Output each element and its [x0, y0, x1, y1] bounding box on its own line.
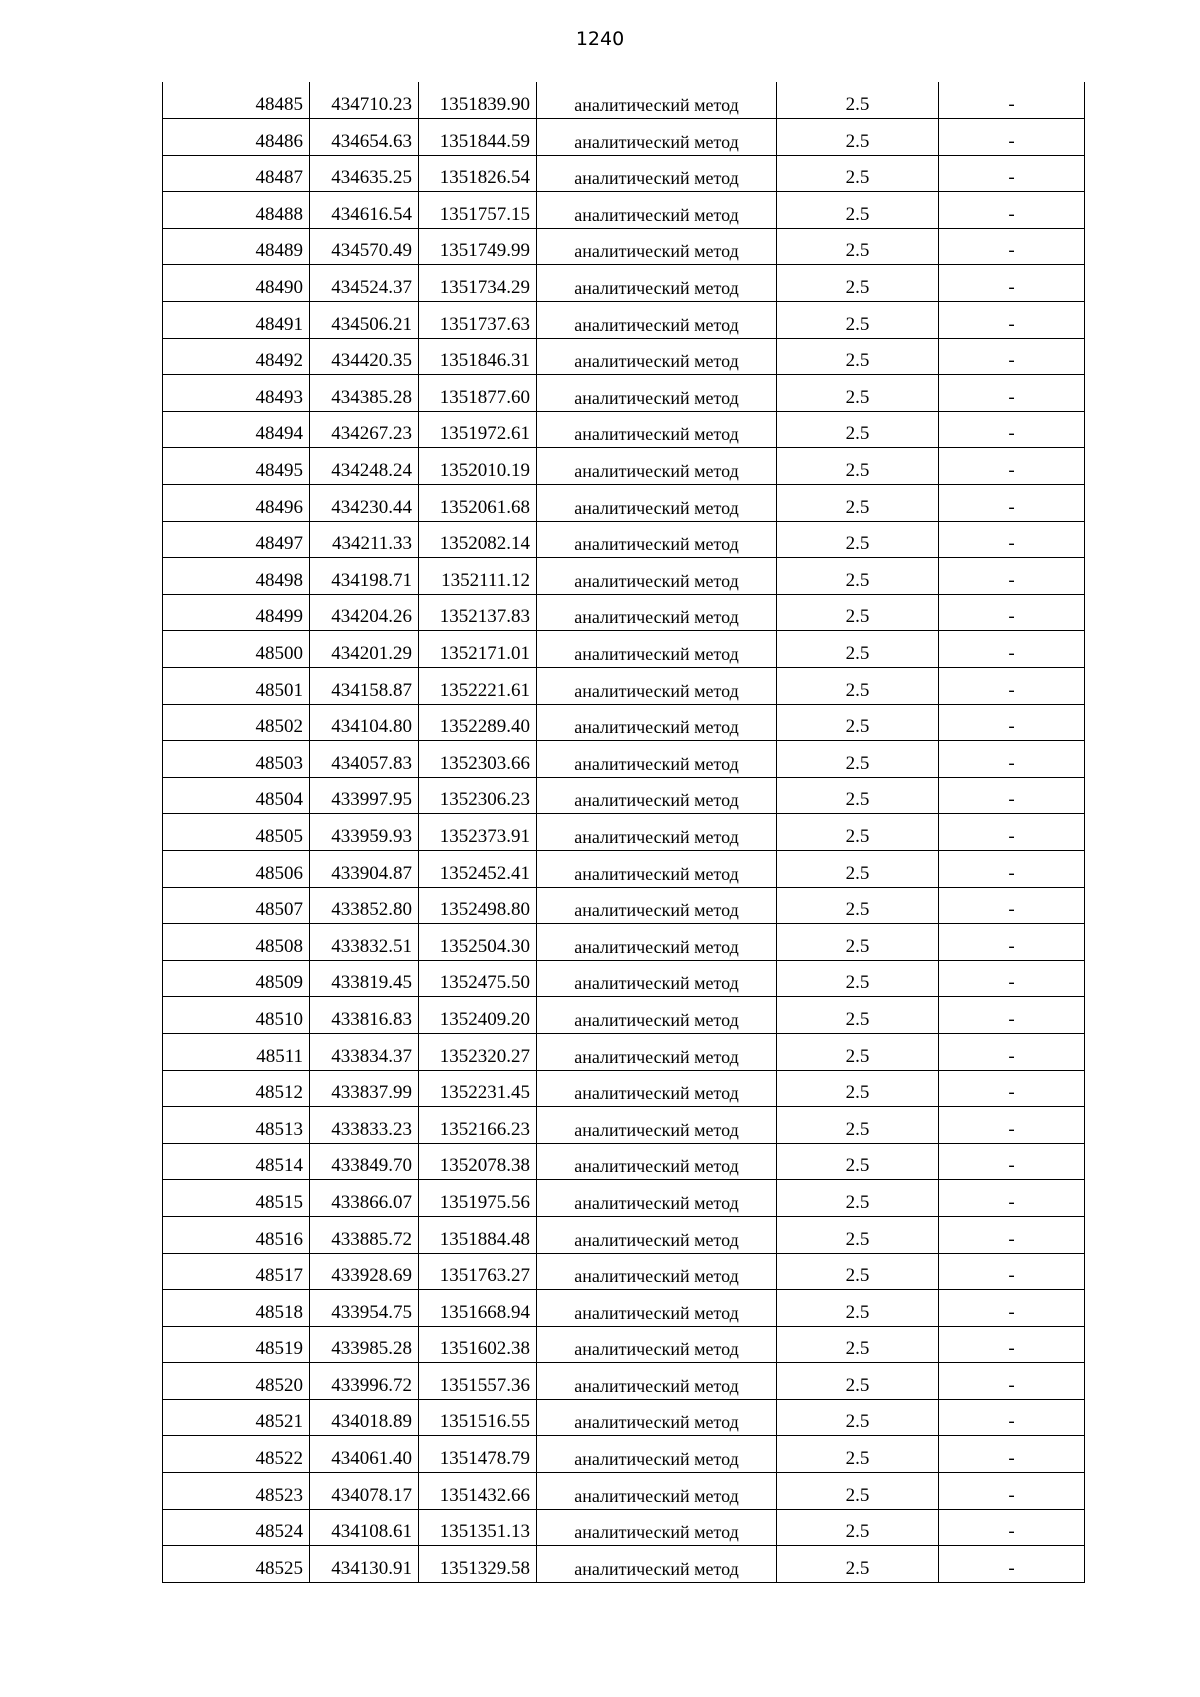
point-number-cell: 48506 [163, 850, 310, 887]
note-cell: - [939, 1290, 1085, 1327]
note-cell: - [939, 265, 1085, 302]
accuracy-cell: 2.5 [777, 1143, 939, 1180]
table-row [163, 1399, 1085, 1436]
table-row [163, 1107, 1085, 1144]
table-row [163, 850, 1085, 887]
table-row [163, 338, 1085, 375]
point-number-cell: 48515 [163, 1180, 310, 1217]
method-cell: аналитический метод [537, 485, 777, 522]
note-cell: - [939, 119, 1085, 156]
table-row [163, 777, 1085, 814]
point-number-cell: 48497 [163, 521, 310, 558]
y-coordinate-cell: 1351516.55 [419, 1399, 537, 1436]
method-cell: аналитический метод [537, 1180, 777, 1217]
note-cell: - [939, 302, 1085, 339]
method-cell: аналитический метод [537, 82, 777, 119]
point-number-cell: 48489 [163, 228, 310, 265]
x-coordinate-cell: 433997.95 [310, 777, 419, 814]
table-row [163, 741, 1085, 778]
accuracy-cell: 2.5 [777, 265, 939, 302]
point-number-cell: 48498 [163, 558, 310, 595]
method-cell: аналитический метод [537, 302, 777, 339]
x-coordinate-cell: 433834.37 [310, 1033, 419, 1070]
note-cell: - [939, 228, 1085, 265]
table-row [163, 375, 1085, 412]
method-cell: аналитический метод [537, 228, 777, 265]
accuracy-cell: 2.5 [777, 960, 939, 997]
table-row [163, 1473, 1085, 1510]
x-coordinate-cell: 434158.87 [310, 668, 419, 705]
table-row [163, 814, 1085, 851]
note-cell: - [939, 777, 1085, 814]
method-cell: аналитический метод [537, 1326, 777, 1363]
table-row [163, 558, 1085, 595]
note-cell: - [939, 1546, 1085, 1583]
method-cell: аналитический метод [537, 521, 777, 558]
method-cell: аналитический метод [537, 1070, 777, 1107]
table-row [163, 1546, 1085, 1583]
table-row [163, 594, 1085, 631]
point-number-cell: 48519 [163, 1326, 310, 1363]
accuracy-cell: 2.5 [777, 1253, 939, 1290]
note-cell: - [939, 1509, 1085, 1546]
note-cell: - [939, 850, 1085, 887]
x-coordinate-cell: 434108.61 [310, 1509, 419, 1546]
y-coordinate-cell: 1352373.91 [419, 814, 537, 851]
method-cell: аналитический метод [537, 155, 777, 192]
table-row [163, 704, 1085, 741]
point-number-cell: 48490 [163, 265, 310, 302]
note-cell: - [939, 1143, 1085, 1180]
y-coordinate-cell: 1351877.60 [419, 375, 537, 412]
table-row [163, 485, 1085, 522]
x-coordinate-cell: 434524.37 [310, 265, 419, 302]
accuracy-cell: 2.5 [777, 119, 939, 156]
point-number-cell: 48512 [163, 1070, 310, 1107]
y-coordinate-cell: 1352409.20 [419, 997, 537, 1034]
y-coordinate-cell: 1352452.41 [419, 850, 537, 887]
table-row [163, 960, 1085, 997]
y-coordinate-cell: 1352171.01 [419, 631, 537, 668]
point-number-cell: 48486 [163, 119, 310, 156]
point-number-cell: 48501 [163, 668, 310, 705]
table-row [163, 82, 1085, 119]
table-row [163, 924, 1085, 961]
note-cell: - [939, 594, 1085, 631]
accuracy-cell: 2.5 [777, 1546, 939, 1583]
table-row [163, 119, 1085, 156]
note-cell: - [939, 960, 1085, 997]
point-number-cell: 48517 [163, 1253, 310, 1290]
note-cell: - [939, 1253, 1085, 1290]
accuracy-cell: 2.5 [777, 741, 939, 778]
table-row [163, 1436, 1085, 1473]
y-coordinate-cell: 1352303.66 [419, 741, 537, 778]
point-number-cell: 48499 [163, 594, 310, 631]
note-cell: - [939, 1399, 1085, 1436]
note-cell: - [939, 668, 1085, 705]
x-coordinate-cell: 434204.26 [310, 594, 419, 631]
y-coordinate-cell: 1352061.68 [419, 485, 537, 522]
point-number-cell: 48508 [163, 924, 310, 961]
method-cell: аналитический метод [537, 119, 777, 156]
method-cell: аналитический метод [537, 338, 777, 375]
y-coordinate-cell: 1352111.12 [419, 558, 537, 595]
note-cell: - [939, 997, 1085, 1034]
accuracy-cell: 2.5 [777, 155, 939, 192]
y-coordinate-cell: 1351972.61 [419, 411, 537, 448]
method-cell: аналитический метод [537, 924, 777, 961]
accuracy-cell: 2.5 [777, 704, 939, 741]
page-number: 1240 [575, 28, 625, 50]
point-number-cell: 48518 [163, 1290, 310, 1327]
point-number-cell: 48502 [163, 704, 310, 741]
x-coordinate-cell: 433819.45 [310, 960, 419, 997]
table-row [163, 1253, 1085, 1290]
x-coordinate-cell: 434230.44 [310, 485, 419, 522]
note-cell: - [939, 1033, 1085, 1070]
note-cell: - [939, 741, 1085, 778]
method-cell: аналитический метод [537, 558, 777, 595]
x-coordinate-cell: 433985.28 [310, 1326, 419, 1363]
point-number-cell: 48487 [163, 155, 310, 192]
y-coordinate-cell: 1352504.30 [419, 924, 537, 961]
accuracy-cell: 2.5 [777, 1216, 939, 1253]
method-cell: аналитический метод [537, 1473, 777, 1510]
accuracy-cell: 2.5 [777, 82, 939, 119]
table-row [163, 631, 1085, 668]
x-coordinate-cell: 434248.24 [310, 448, 419, 485]
x-coordinate-cell: 433885.72 [310, 1216, 419, 1253]
y-coordinate-cell: 1352166.23 [419, 1107, 537, 1144]
point-number-cell: 48521 [163, 1399, 310, 1436]
y-coordinate-cell: 1351975.56 [419, 1180, 537, 1217]
method-cell: аналитический метод [537, 594, 777, 631]
note-cell: - [939, 1180, 1085, 1217]
accuracy-cell: 2.5 [777, 924, 939, 961]
y-coordinate-cell: 1351668.94 [419, 1290, 537, 1327]
table-row [163, 265, 1085, 302]
coordinates-table-container [162, 82, 1084, 1583]
method-cell: аналитический метод [537, 777, 777, 814]
y-coordinate-cell: 1351757.15 [419, 192, 537, 229]
method-cell: аналитический метод [537, 192, 777, 229]
y-coordinate-cell: 1351763.27 [419, 1253, 537, 1290]
point-number-cell: 48507 [163, 887, 310, 924]
point-number-cell: 48488 [163, 192, 310, 229]
accuracy-cell: 2.5 [777, 1509, 939, 1546]
y-coordinate-cell: 1351432.66 [419, 1473, 537, 1510]
y-coordinate-cell: 1351839.90 [419, 82, 537, 119]
method-cell: аналитический метод [537, 1033, 777, 1070]
method-cell: аналитический метод [537, 1216, 777, 1253]
note-cell: - [939, 887, 1085, 924]
note-cell: - [939, 1326, 1085, 1363]
x-coordinate-cell: 434710.23 [310, 82, 419, 119]
y-coordinate-cell: 1351749.99 [419, 228, 537, 265]
accuracy-cell: 2.5 [777, 887, 939, 924]
x-coordinate-cell: 434018.89 [310, 1399, 419, 1436]
x-coordinate-cell: 433954.75 [310, 1290, 419, 1327]
point-number-cell: 48520 [163, 1363, 310, 1400]
method-cell: аналитический метод [537, 814, 777, 851]
note-cell: - [939, 338, 1085, 375]
method-cell: аналитический метод [537, 448, 777, 485]
x-coordinate-cell: 434635.25 [310, 155, 419, 192]
x-coordinate-cell: 433833.23 [310, 1107, 419, 1144]
method-cell: аналитический метод [537, 1399, 777, 1436]
y-coordinate-cell: 1352082.14 [419, 521, 537, 558]
note-cell: - [939, 924, 1085, 961]
method-cell: аналитический метод [537, 887, 777, 924]
table-row [163, 668, 1085, 705]
point-number-cell: 48496 [163, 485, 310, 522]
x-coordinate-cell: 434078.17 [310, 1473, 419, 1510]
table-row [163, 302, 1085, 339]
x-coordinate-cell: 433837.99 [310, 1070, 419, 1107]
x-coordinate-cell: 433928.69 [310, 1253, 419, 1290]
note-cell: - [939, 521, 1085, 558]
y-coordinate-cell: 1352137.83 [419, 594, 537, 631]
accuracy-cell: 2.5 [777, 850, 939, 887]
table-row [163, 448, 1085, 485]
point-number-cell: 48492 [163, 338, 310, 375]
x-coordinate-cell: 433816.83 [310, 997, 419, 1034]
accuracy-cell: 2.5 [777, 411, 939, 448]
table-row [163, 192, 1085, 229]
accuracy-cell: 2.5 [777, 1363, 939, 1400]
table-row [163, 411, 1085, 448]
point-number-cell: 48495 [163, 448, 310, 485]
accuracy-cell: 2.5 [777, 558, 939, 595]
accuracy-cell: 2.5 [777, 1033, 939, 1070]
accuracy-cell: 2.5 [777, 192, 939, 229]
point-number-cell: 48522 [163, 1436, 310, 1473]
accuracy-cell: 2.5 [777, 1070, 939, 1107]
point-number-cell: 48500 [163, 631, 310, 668]
point-number-cell: 48494 [163, 411, 310, 448]
note-cell: - [939, 814, 1085, 851]
x-coordinate-cell: 434130.91 [310, 1546, 419, 1583]
note-cell: - [939, 448, 1085, 485]
method-cell: аналитический метод [537, 960, 777, 997]
y-coordinate-cell: 1352320.27 [419, 1033, 537, 1070]
note-cell: - [939, 1363, 1085, 1400]
point-number-cell: 48493 [163, 375, 310, 412]
table-row [163, 1033, 1085, 1070]
accuracy-cell: 2.5 [777, 521, 939, 558]
table-row [163, 1363, 1085, 1400]
note-cell: - [939, 192, 1085, 229]
method-cell: аналитический метод [537, 1107, 777, 1144]
accuracy-cell: 2.5 [777, 228, 939, 265]
table-row [163, 228, 1085, 265]
method-cell: аналитический метод [537, 375, 777, 412]
x-coordinate-cell: 434385.28 [310, 375, 419, 412]
x-coordinate-cell: 434570.49 [310, 228, 419, 265]
point-number-cell: 48513 [163, 1107, 310, 1144]
note-cell: - [939, 558, 1085, 595]
note-cell: - [939, 631, 1085, 668]
x-coordinate-cell: 433849.70 [310, 1143, 419, 1180]
point-number-cell: 48523 [163, 1473, 310, 1510]
x-coordinate-cell: 433996.72 [310, 1363, 419, 1400]
accuracy-cell: 2.5 [777, 1326, 939, 1363]
method-cell: аналитический метод [537, 265, 777, 302]
method-cell: аналитический метод [537, 411, 777, 448]
note-cell: - [939, 82, 1085, 119]
y-coordinate-cell: 1352221.61 [419, 668, 537, 705]
y-coordinate-cell: 1351734.29 [419, 265, 537, 302]
point-number-cell: 48485 [163, 82, 310, 119]
method-cell: аналитический метод [537, 1509, 777, 1546]
x-coordinate-cell: 433959.93 [310, 814, 419, 851]
method-cell: аналитический метод [537, 1363, 777, 1400]
accuracy-cell: 2.5 [777, 1436, 939, 1473]
method-cell: аналитический метод [537, 997, 777, 1034]
x-coordinate-cell: 434057.83 [310, 741, 419, 778]
note-cell: - [939, 1436, 1085, 1473]
method-cell: аналитический метод [537, 1143, 777, 1180]
accuracy-cell: 2.5 [777, 594, 939, 631]
table-row [163, 1290, 1085, 1327]
y-coordinate-cell: 1351329.58 [419, 1546, 537, 1583]
x-coordinate-cell: 434061.40 [310, 1436, 419, 1473]
y-coordinate-cell: 1351884.48 [419, 1216, 537, 1253]
table-row [163, 1326, 1085, 1363]
x-coordinate-cell: 433904.87 [310, 850, 419, 887]
y-coordinate-cell: 1351826.54 [419, 155, 537, 192]
table-row [163, 521, 1085, 558]
note-cell: - [939, 375, 1085, 412]
y-coordinate-cell: 1352010.19 [419, 448, 537, 485]
table-row [163, 155, 1085, 192]
note-cell: - [939, 1473, 1085, 1510]
note-cell: - [939, 411, 1085, 448]
x-coordinate-cell: 433866.07 [310, 1180, 419, 1217]
coordinates-table [162, 82, 1085, 1583]
note-cell: - [939, 1107, 1085, 1144]
accuracy-cell: 2.5 [777, 338, 939, 375]
accuracy-cell: 2.5 [777, 814, 939, 851]
method-cell: аналитический метод [537, 741, 777, 778]
table-row [163, 1509, 1085, 1546]
y-coordinate-cell: 1352498.80 [419, 887, 537, 924]
x-coordinate-cell: 434267.23 [310, 411, 419, 448]
y-coordinate-cell: 1351844.59 [419, 119, 537, 156]
point-number-cell: 48516 [163, 1216, 310, 1253]
y-coordinate-cell: 1352078.38 [419, 1143, 537, 1180]
note-cell: - [939, 155, 1085, 192]
y-coordinate-cell: 1352475.50 [419, 960, 537, 997]
table-row [163, 1070, 1085, 1107]
note-cell: - [939, 1070, 1085, 1107]
table-body [163, 82, 1085, 1582]
x-coordinate-cell: 434506.21 [310, 302, 419, 339]
accuracy-cell: 2.5 [777, 1290, 939, 1327]
method-cell: аналитический метод [537, 1436, 777, 1473]
y-coordinate-cell: 1351478.79 [419, 1436, 537, 1473]
point-number-cell: 48511 [163, 1033, 310, 1070]
point-number-cell: 48524 [163, 1509, 310, 1546]
accuracy-cell: 2.5 [777, 1399, 939, 1436]
method-cell: аналитический метод [537, 704, 777, 741]
x-coordinate-cell: 434420.35 [310, 338, 419, 375]
accuracy-cell: 2.5 [777, 997, 939, 1034]
table-row [163, 887, 1085, 924]
y-coordinate-cell: 1351351.13 [419, 1509, 537, 1546]
method-cell: аналитический метод [537, 1290, 777, 1327]
note-cell: - [939, 485, 1085, 522]
accuracy-cell: 2.5 [777, 485, 939, 522]
method-cell: аналитический метод [537, 668, 777, 705]
point-number-cell: 48510 [163, 997, 310, 1034]
y-coordinate-cell: 1351737.63 [419, 302, 537, 339]
table-row [163, 997, 1085, 1034]
point-number-cell: 48504 [163, 777, 310, 814]
point-number-cell: 48505 [163, 814, 310, 851]
x-coordinate-cell: 434198.71 [310, 558, 419, 595]
accuracy-cell: 2.5 [777, 631, 939, 668]
note-cell: - [939, 1216, 1085, 1253]
y-coordinate-cell: 1352306.23 [419, 777, 537, 814]
point-number-cell: 48509 [163, 960, 310, 997]
y-coordinate-cell: 1351557.36 [419, 1363, 537, 1400]
accuracy-cell: 2.5 [777, 302, 939, 339]
table-row [163, 1180, 1085, 1217]
y-coordinate-cell: 1352289.40 [419, 704, 537, 741]
x-coordinate-cell: 434616.54 [310, 192, 419, 229]
x-coordinate-cell: 434104.80 [310, 704, 419, 741]
x-coordinate-cell: 433832.51 [310, 924, 419, 961]
accuracy-cell: 2.5 [777, 1180, 939, 1217]
point-number-cell: 48503 [163, 741, 310, 778]
x-coordinate-cell: 434654.63 [310, 119, 419, 156]
accuracy-cell: 2.5 [777, 375, 939, 412]
x-coordinate-cell: 434201.29 [310, 631, 419, 668]
method-cell: аналитический метод [537, 850, 777, 887]
table-row [163, 1143, 1085, 1180]
point-number-cell: 48491 [163, 302, 310, 339]
y-coordinate-cell: 1352231.45 [419, 1070, 537, 1107]
accuracy-cell: 2.5 [777, 668, 939, 705]
x-coordinate-cell: 434211.33 [310, 521, 419, 558]
y-coordinate-cell: 1351602.38 [419, 1326, 537, 1363]
accuracy-cell: 2.5 [777, 1107, 939, 1144]
accuracy-cell: 2.5 [777, 1473, 939, 1510]
note-cell: - [939, 704, 1085, 741]
accuracy-cell: 2.5 [777, 448, 939, 485]
point-number-cell: 48525 [163, 1546, 310, 1583]
method-cell: аналитический метод [537, 1546, 777, 1583]
x-coordinate-cell: 433852.80 [310, 887, 419, 924]
method-cell: аналитический метод [537, 631, 777, 668]
y-coordinate-cell: 1351846.31 [419, 338, 537, 375]
table-row [163, 1216, 1085, 1253]
point-number-cell: 48514 [163, 1143, 310, 1180]
method-cell: аналитический метод [537, 1253, 777, 1290]
accuracy-cell: 2.5 [777, 777, 939, 814]
